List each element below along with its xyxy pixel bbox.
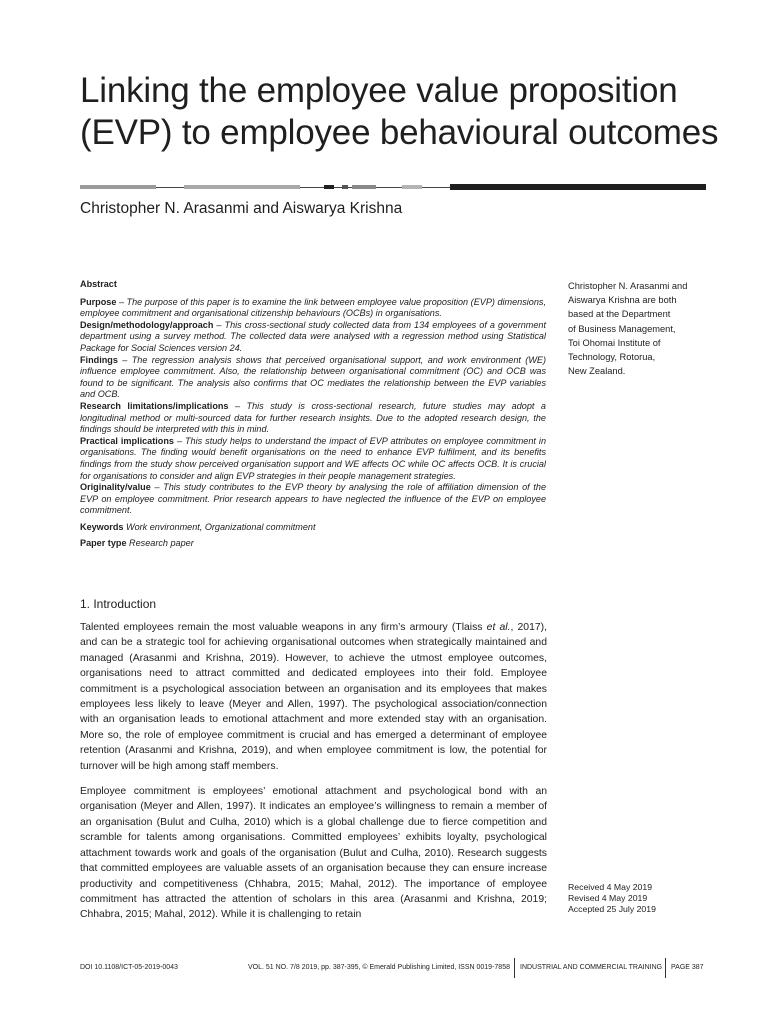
footer-separator (665, 958, 666, 978)
article-title (80, 70, 720, 154)
revised-date: Revised 4 May 2019 (568, 893, 648, 903)
title-line-1: Linking the employee value proposition (80, 71, 678, 110)
received-date: Received 4 May 2019 (568, 882, 653, 892)
abstract-design (80, 320, 546, 355)
abstract-paper-type (80, 538, 546, 550)
abstract-practical (80, 436, 546, 482)
findings-label: Findings (80, 354, 118, 365)
author-affiliation (568, 279, 718, 378)
intro-p1-etal: et al. (486, 622, 511, 633)
title-line-2: (EVP) to employee behavioural outcomes (80, 113, 719, 152)
abstract-originality (80, 482, 546, 517)
practical-text: – This study helps to understand the impact of EVP attributes on employee commitment in organisations. The finding would benefit organisations on the need to enhance EVP fulfilment, and its benefits findings from the study show perceived organisation support and WE affects OC while OC affects OCB. It is crucial for organisations to consider and align EVP strategies in their people management strategies. (80, 435, 546, 481)
abstract-limitations (80, 401, 546, 436)
abstract-purpose (80, 297, 546, 320)
footer-separator (514, 958, 515, 978)
design-label: Design/methodology/approach (80, 319, 214, 330)
purpose-text: – The purpose of this paper is to examine the link between employee value proposition (EVP) dimensions, employee commitment and organisational citizenship behaviours (OCBs) in organisations. (80, 296, 546, 319)
keywords-label: Keywords (80, 521, 124, 532)
paper-type-text: Research paper (126, 538, 194, 549)
section-heading-introduction: 1. Introduction (80, 597, 157, 611)
affiliation-line: Aiswarya Krishna are both (568, 295, 677, 306)
findings-text: – The regression analysis shows that perceived organisational support, and work environment (WE) influence employee commitment. Also, the relationship between organisational commitment (OC) and OCB was found to be significant. The analysis also confirms that OC mediates the relationship between the EVP variables and OCB. (80, 354, 546, 400)
footer-journal: INDUSTRIAL AND COMMERCIAL TRAINING (520, 964, 663, 971)
abstract-findings (80, 355, 546, 401)
footer-volume: VOL. 51 NO. 7/8 2019, pp. 387-395, © Emerald Publishing Limited, ISSN 0019-7858 (248, 964, 510, 971)
originality-label: Originality/value (80, 482, 151, 493)
limitations-label: Research limitations/implications (80, 400, 229, 411)
intro-p1-part-b: , 2017), and can be a strategic tool for achieving organisational outcomes when strategically maintained and managed (Arasanmi and Krishna, 2019). However, to achieve the utmost employee outcomes, organisations need to attract committed and dedicated employees into their fold. Employee commitment is a psychological association between an organisation and its employees that makes employees less likely to leave (Meyer and Allen, 1997). The psychological association/connection with an organisation leads to emotional attachment and more extended stay with an organisation. More so, the role of employee commitment is crucial and has emerged a determinant of employee retention (Arasanmi and Krishna, 2019), and when employee commitment is low, the potential for turnover will be high among staff members. (80, 622, 547, 772)
intro-paragraph-2: Employee commitment is employees’ emotional attachment and psychological bond with an organisation (Meyer and Allen, 1997). It indicates an employee’s willingness to remain a member of an organisation (Bulut and Culha, 2010) which is a global challenge due to fierce competition and scramble for talents among organisations. Committed employees’ exhibits loyalty, psychological attachment towards work and goals of the organisation (Bulut and Culha, 2010). Research suggests that committed employees are valuable assets of an organisation because they can ensure increase productivity and competitiveness (Chhabra, 2015; Mahal, 2012). The importance of employee commitment has attracted the attention of scholars in this area (Arasanmi and Krishna, 2019; Chhabra, 2015; Mahal, 2012). While it is challenging to retain (80, 786, 547, 921)
affiliation-line: Christopher N. Arasanmi and (568, 281, 688, 291)
limitations-text: – This study is cross-sectional research, future studies may adopt a longitudinal method or multi-sourced data for further research insights. Due to the adopted research design, the findings should be interpreted with this in mind. (80, 400, 546, 435)
originality-text: – This study contributes to the EVP theory by analysing the role of affiliation dimension of the EVP on employee commitment. Prior research appears to have neglected the influence of the EVP on employee commitment. (80, 482, 546, 516)
design-text: – This cross-sectional study collected data from 134 employees of a government department using a survey method. The collected data were analysed with a regression method using Statistical Package for Social Sciences version 24. (80, 319, 546, 353)
footer-page-number: PAGE 387 (671, 964, 704, 971)
introduction-body (80, 620, 547, 933)
page-footer (80, 962, 706, 976)
affiliation-line: based at the Department (568, 309, 671, 320)
footer-doi: DOI 10.1108/ICT-05-2019-0043 (80, 964, 178, 971)
practical-label: Practical implications (80, 435, 174, 446)
intro-p1-part-a: Talented employees remain the most valuable weapons in any firm’s armoury (Tlaiss (80, 622, 487, 633)
title-divider-rule (80, 184, 706, 190)
accepted-date: Accepted 25 July 2019 (568, 904, 656, 914)
affiliation-line: Toi Ohomai Institute of (568, 337, 661, 348)
abstract-heading: Abstract (80, 279, 117, 289)
purpose-label: Purpose (80, 296, 117, 307)
abstract-block (80, 279, 546, 550)
affiliation-line: Technology, Rotorua, (568, 352, 656, 363)
author-names: Christopher N. Arasanmi and Aiswarya Krishna (80, 200, 403, 217)
keywords-text: Work environment, Organizational commitment (123, 521, 316, 532)
paper-type-label: Paper type (80, 538, 127, 549)
received-dates (568, 882, 656, 915)
intro-paragraph-1 (80, 620, 547, 774)
abstract-keywords (80, 522, 546, 534)
affiliation-line: of Business Management, (568, 323, 676, 334)
affiliation-line: New Zealand. (568, 366, 626, 377)
